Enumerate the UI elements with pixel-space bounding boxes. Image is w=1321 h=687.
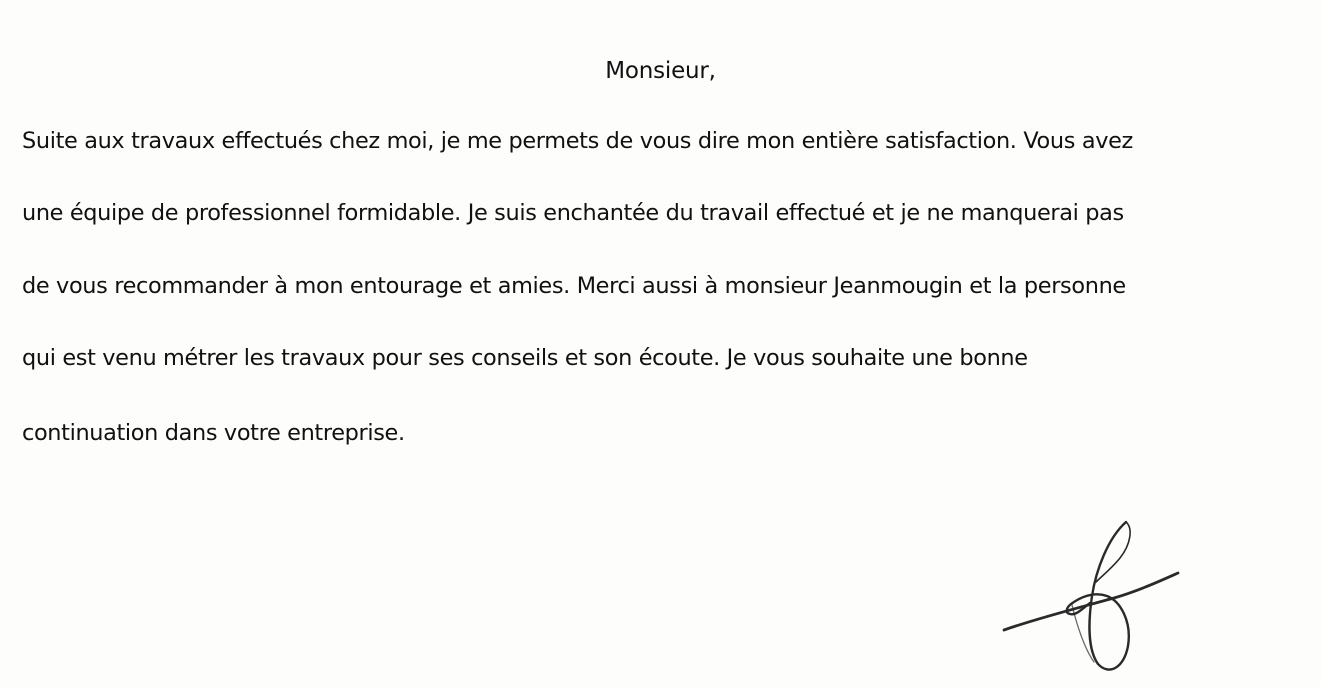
- letter-line-1: Suite aux travaux effectués chez moi, je me permets de vous dire mon entière satisfaction. Vous avez: [22, 128, 1133, 154]
- letter-line-2: une équipe de professionnel formidable. Je suis enchantée du travail effectué et je ne manquerai pas: [22, 200, 1124, 226]
- letter-line-3: de vous recommander à mon entourage et amies. Merci aussi à monsieur Jeanmougin et la personne: [22, 273, 1126, 299]
- letter-line-4: qui est venu métrer les travaux pour ses conseils et son écoute. Je vous souhaite une bonne: [22, 345, 1028, 371]
- letter-line-5: continuation dans votre entreprise.: [22, 420, 405, 446]
- salutation: Monsieur,: [605, 58, 716, 84]
- signature-stroke-upper: [1096, 522, 1130, 582]
- handwritten-signature: [996, 510, 1186, 675]
